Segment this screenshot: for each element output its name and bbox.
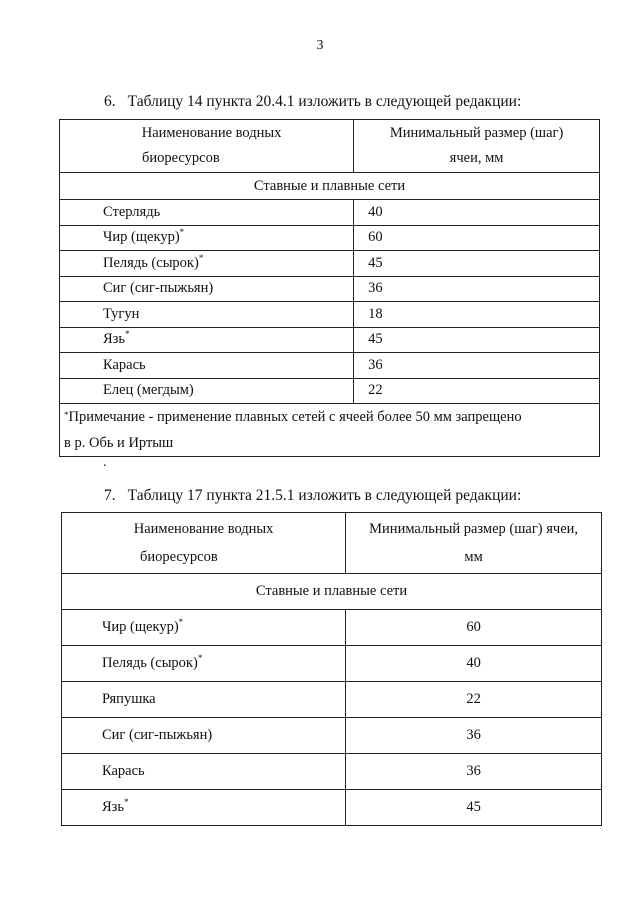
footnote-asterisk: *: [178, 617, 184, 627]
mesh-size-cell: 22: [346, 682, 602, 718]
mesh-size-cell: 18: [354, 302, 600, 328]
section-6-text: Таблицу 14 пункта 20.4.1 изложить в следующей редакции:: [127, 93, 522, 110]
species-name: Язь: [102, 799, 125, 815]
species-name: Елец (мегдым): [103, 382, 194, 399]
species-name: Чир (щекур): [103, 229, 180, 246]
table-14-col1-header-line2: биоресурсов: [142, 150, 220, 166]
species-name-cell: [62, 646, 346, 682]
table-row: [62, 646, 602, 682]
table-17-col2-header-line1: Минимальный размер (шаг) ячеи,: [369, 521, 579, 537]
table-row: [62, 718, 602, 754]
species-name: Сиг (сиг-пыжьян): [103, 280, 214, 297]
table-row: [60, 378, 600, 404]
table-14-col2-header: [354, 120, 600, 173]
species-name: Сиг (сиг-пыжьян): [102, 727, 213, 743]
footnote-asterisk: *: [198, 252, 204, 263]
mesh-size-cell: 45: [354, 251, 600, 277]
page-number: 3: [316, 38, 324, 53]
note-line2: в р. Обь и Иртыш: [64, 435, 174, 451]
species-name: Пелядь (сырок): [103, 254, 199, 271]
table-17-col1-header-line2: биоресурсов: [140, 549, 218, 565]
note-line1: Примечание - применение плавных сетей с ячеей более 50 мм запрещено: [68, 409, 522, 425]
mesh-size-cell: 40: [346, 646, 602, 682]
mesh-size-cell: 60: [346, 610, 602, 646]
table-row: [60, 251, 600, 277]
section-6-heading: [104, 93, 521, 111]
species-name-cell: [60, 378, 354, 404]
table-row: [62, 682, 602, 718]
table-14-col2-header-line2: ячеи, мм: [449, 150, 504, 166]
table-row: [60, 302, 600, 328]
species-name: Язь: [103, 331, 126, 348]
species-name-cell: [62, 610, 346, 646]
species-name: Чир (щекур): [102, 619, 179, 635]
separator-dot: .: [103, 455, 107, 470]
species-name-cell: [60, 251, 354, 277]
species-name-cell: [60, 327, 354, 353]
mesh-size-cell: 40: [354, 200, 600, 226]
species-name-cell: [60, 353, 354, 379]
species-name: Ряпушка: [102, 691, 156, 707]
footnote-asterisk: *: [125, 329, 130, 340]
mesh-size-cell: 22: [354, 378, 600, 404]
table-14-col2-header-line1: Минимальный размер (шаг): [389, 125, 564, 141]
note-asterisk: *: [64, 410, 69, 420]
table-14-col1-header-line1: Наименование водных: [141, 125, 282, 141]
species-name-cell: [60, 225, 354, 251]
table-14-section-label: Ставные и плавные сети: [60, 173, 600, 200]
section-7-text: Таблицу 17 пункта 21.5.1 изложить в следующей редакции:: [127, 487, 522, 504]
footnote-asterisk: *: [179, 227, 185, 238]
table-row: [60, 225, 600, 251]
mesh-size-cell: 36: [354, 353, 600, 379]
table-14-note-row: [60, 404, 600, 457]
table-14-section-row: [60, 173, 600, 200]
section-7-number: 7.: [104, 487, 116, 504]
table-row: [60, 353, 600, 379]
table-14-header-row: [60, 120, 600, 173]
table-17-col1-header-line1: Наименование водных: [133, 521, 274, 537]
table-row: [60, 200, 600, 226]
mesh-size-cell: 36: [346, 718, 602, 754]
table-row: [60, 327, 600, 353]
mesh-size-cell: 60: [354, 225, 600, 251]
table-17-col2-header-line2: мм: [464, 549, 483, 565]
table-17-col2-header: [346, 513, 602, 574]
species-name-cell: [60, 302, 354, 328]
table-17: [61, 512, 602, 826]
table-17-section-row: [62, 574, 602, 610]
species-name-cell: [60, 276, 354, 302]
table-14: [59, 119, 600, 457]
species-name-cell: [60, 200, 354, 226]
species-name-cell: [62, 718, 346, 754]
species-name: Пелядь (сырок): [102, 655, 198, 671]
mesh-size-cell: 45: [354, 327, 600, 353]
mesh-size-cell: 36: [346, 754, 602, 790]
species-name: Карась: [103, 356, 146, 373]
footnote-asterisk: *: [197, 653, 203, 663]
species-name: Стерлядь: [103, 203, 161, 220]
table-row: [62, 754, 602, 790]
species-name-cell: [62, 754, 346, 790]
species-name: Тугун: [103, 305, 140, 322]
table-row: [60, 276, 600, 302]
table-17-col1-header: [62, 513, 346, 574]
table-14-note: [60, 404, 600, 457]
table-row: [62, 610, 602, 646]
table-17-header-row: [62, 513, 602, 574]
table-17-section-label: Ставные и плавные сети: [62, 574, 602, 610]
footnote-asterisk: *: [124, 797, 129, 807]
species-name: Карась: [102, 763, 145, 779]
section-7-heading: [104, 487, 521, 505]
section-6-number: 6.: [104, 93, 116, 110]
table-14-col1-header: [60, 120, 354, 173]
species-name-cell: [62, 790, 346, 826]
species-name-cell: [62, 682, 346, 718]
mesh-size-cell: 36: [354, 276, 600, 302]
table-row: [62, 790, 602, 826]
mesh-size-cell: 45: [346, 790, 602, 826]
